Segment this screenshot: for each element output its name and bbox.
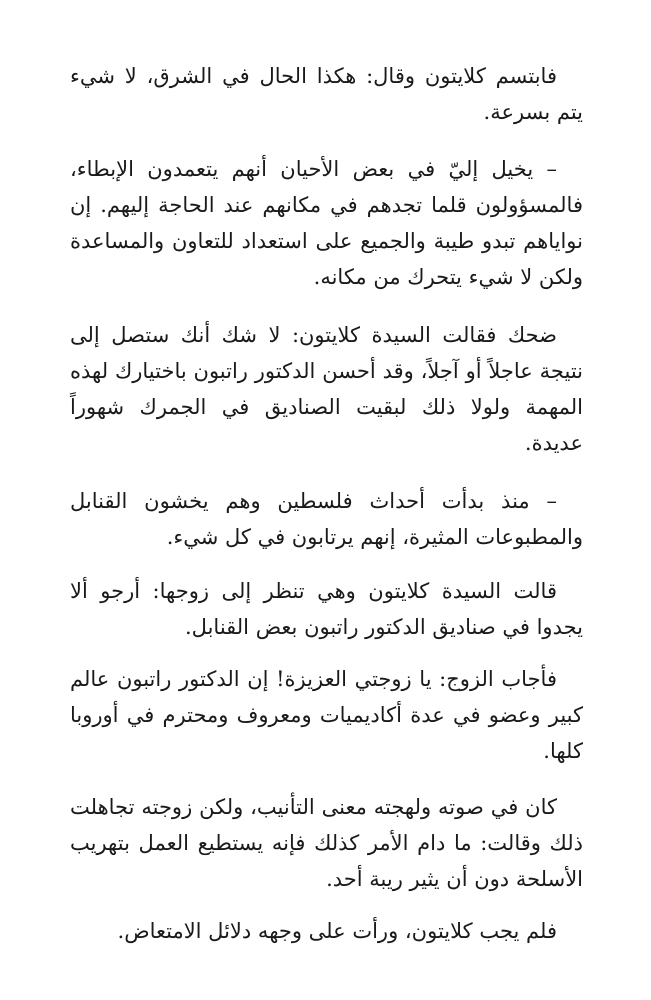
paragraph-2: – يخيل إليّ في بعض الأحيان أنهم يتعمدون الإبطاء، فالمسؤولون قلما تجدهم في مكانهم عند الحاجة إليهم. إن نواياهم تبدو طيبة والجميع على استعداد للتعاون والمساعدة ولكن لا شيء يتحرك من مكانه. [70,157,583,289]
paragraph-1: فابتسم كلايتون وقال: هكذا الحال في الشرق، لا شيء يتم بسرعة. [70,64,583,124]
paragraph-5: قالت السيدة كلايتون وهي تنظر إلى زوجها: أرجو ألا يجدوا في صناديق الدكتور راتبون بعض القنابل. [70,579,583,639]
paragraph-4: – منذ بدأت أحداث فلسطين وهم يخشون القنابل والمطبوعات المثيرة، إنهم يرتابون في كل شيء. [70,489,583,549]
paragraph-3: ضحك فقالت السيدة كلايتون: لا شك أنك ستصل إلى نتيجة عاجلاً أو آجلاً، وقد أحسن الدكتور راتبون باختيارك لهذه المهمة ولولا ذلك لبقيت الصناديق في الجمرك شهوراً عديدة. [70,323,583,455]
paragraph-7: كان في صوته ولهجته معنى التأنيب، ولكن زوجته تجاهلت ذلك وقالت: ما دام الأمر كذلك فإنه يستطيع العمل بتهريب الأسلحة دون أن يثير ريبة أحد. [70,795,583,891]
paragraph-8: فلم يجب كلايتون، ورأت على وجهه دلائل الامتعاض. [117,919,557,943]
paragraph-6: فأجاب الزوج: يا زوجتي العزيزة! إن الدكتور راتبون عالم كبير وعضو في عدة أكاديميات ومعروف ومحترم في أوروبا كلها. [70,667,583,763]
